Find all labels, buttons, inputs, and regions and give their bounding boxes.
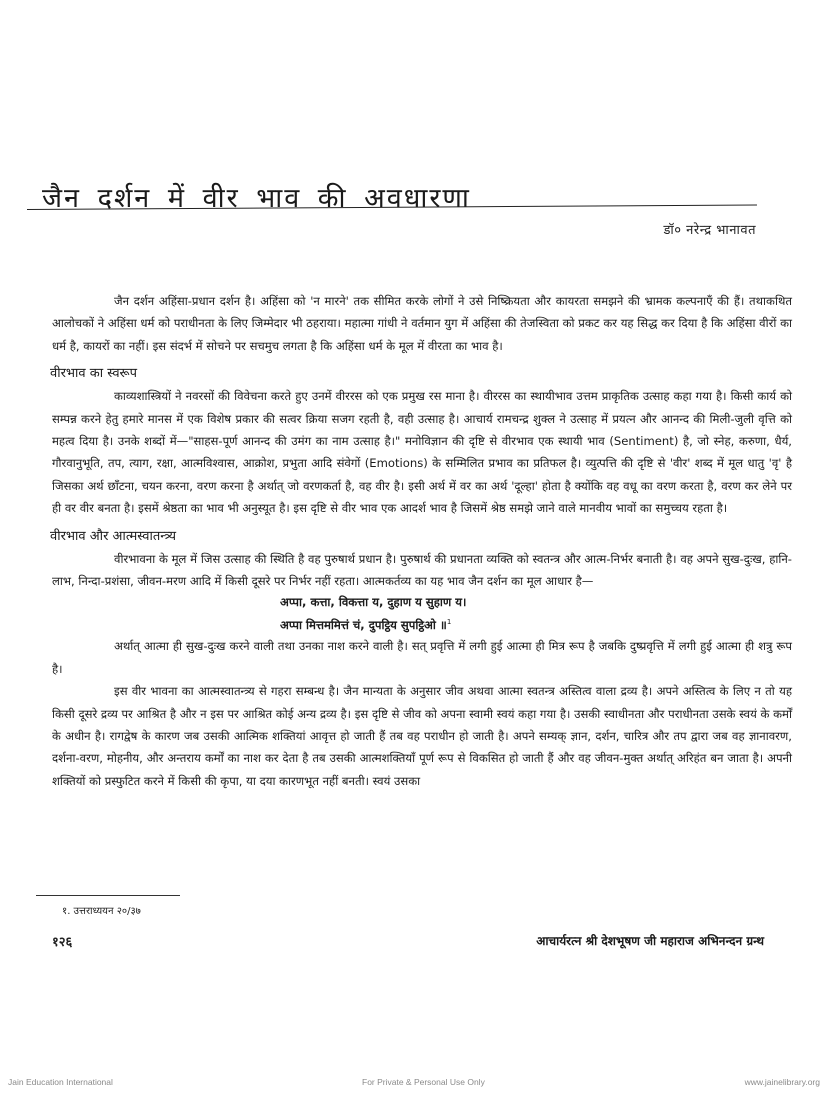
watermark-website-link[interactable]: www.jainelibrary.org (744, 1077, 820, 1087)
page-number: १२६ (52, 935, 73, 950)
intro-paragraph: जैन दर्शन अहिंसा-प्रधान दर्शन है। अहिंसा को 'न मारने' तक सीमित करके लोगों ने उसे निष्क्रियता और कायरता समझने की भ्रामक कल्पनाएँ की हैं। तथाकथित आलोचकों ने अहिंसा धर्म को पराधीनता के लिए जिम्मेदार भी ठहराया। महात्मा गांधी ने वर्तमान युग में अहिंसा की तेजस्विता को प्रकट कर यह सिद्ध कर दिया है कि अहिंसा वीरों का धर्म है, कायरों का नहीं। इस संदर्भ में सोचने पर सचमुच लगता है कि अहिंसा धर्म के मूल में वीरता का भाव है। (52, 294, 792, 353)
footnote-divider (36, 895, 180, 896)
section2-paragraph-1: वीरभावना के मूल में जिस उत्साह की स्थिति है वह पुरुषार्थ प्रधान है। पुरुषार्थ की प्रधानता व्यक्ति को स्वतन्त्र और आत्म-निर्भर बनाती है। वह अपने सुख-दुःख, हानि-लाभ, निन्दा-प्रशंसा, जीवन-मरण आदि में किसी दूसरे पर निर्भर नहीं रहता। आत्मकर्तव्य का यह भाव जैन दर्शन का मूल आधार है— (52, 551, 792, 589)
article-body (52, 290, 792, 792)
book-title: आचार्यरत्न श्री देशभूषण जी महाराज अभिनन्दन ग्रन्थ (536, 934, 764, 948)
verse-line-1: अप्पा, कत्ता, विकत्ता य, दुहाण य सुहाण य। (280, 595, 467, 610)
footnote-marker[interactable]: 1 (446, 618, 452, 627)
verse-line-2: अप्पा मित्तममित्तं चं, दुपट्ठिय सुपट्ठिओ ॥$^1$ (280, 618, 452, 633)
section-heading-veerbhav-swaroop: वीरभाव का स्वरूप (50, 366, 138, 382)
prakrit-verse (280, 592, 792, 635)
watermark-usage-note: For Private & Personal Use Only (362, 1077, 485, 1087)
section1-paragraph: काव्यशास्त्रियों ने नवरसों की विवेचना करते हुए उनमें वीररस को एक प्रमुख रस माना है। वीररस का स्थायीभाव उत्तम प्राकृतिक उत्साह कहा गया है। किसी कार्य को सम्पन्न करने हेतु हमारे मानस में एक विशेष प्रकार की सत्वर क्रिया सजग रहती है, वही उत्साह है। आचार्य रामचन्द्र शुक्ल ने उत्साह में प्रयत्न और आनन्द की मिली-जुली वृत्ति को महत्व दिया है। उनके शब्दों में—"साहस-पूर्ण आनन्द की उमंग का नाम उत्साह है।" मनोविज्ञान की दृष्टि से वीरभाव एक स्थायी भाव (Sentiment) है, जो स्नेह, करुणा, धैर्य, गौरवानुभूति, तप, त्याग, रक्षा, आत्मविश्वास, आक्रोश, प्रभुता आदि संवेगों (Emotions) के सम्मिलित प्रभाव का प्रतिफल है। व्युत्पत्ति की दृष्टि से 'वीर' शब्द में मूल धातु 'वृ' है जिसका अर्थ छाँटना, चयन करना, वरण करना है अर्थात् जो वरणकर्ता है, वह वीर है। इसी अर्थ में वर का अर्थ 'दूल्हा' होता है क्योंकि वह वधू का वरण करता है, वरण कर लेने पर ही वर वीर बनता है। इसमें श्रेष्ठता का भाव भी अनुस्यूत है। इस दृष्टि से वीर भाव एक आदर्श भाव है जिसमें श्रेष्ठ समझे जाने वाले मानवीय भावों का समुच्चय रहता है। (52, 389, 792, 516)
section2-paragraph-2: अर्थात् आत्मा ही सुख-दुःख करने वाली तथा उनका नाश करने वाली है। सत् प्रवृत्ति में लगी हुई आत्मा ही मित्र रूप है जबकि दुष्प्रवृत्ति में लगी हुई आत्मा ही शत्रु रूप है। (52, 639, 792, 676)
author-name: डॉ० नरेन्द्र भानावत (663, 223, 756, 238)
footnote: १. उत्तराध्ययन २०/३७ (62, 906, 141, 917)
section-heading-atmaswatantrya: वीरभाव और आत्मस्वातन्त्र्य (50, 528, 176, 544)
article-title: जैन दर्शन में वीर भाव की अवधारणा (42, 183, 471, 215)
watermark-publisher: Jain Education International (8, 1077, 113, 1087)
section2-paragraph-3: इस वीर भावना का आत्मस्वातन्त्र्य से गहरा सम्बन्ध है। जैन मान्यता के अनुसार जीव अथवा आत्मा स्वतन्त्र अस्तित्व वाला द्रव्य है। अपने अस्तित्व के लिए न तो यह किसी दूसरे द्रव्य पर आश्रित है और न इस पर आश्रित कोई अन्य द्रव्य है। इस दृष्टि से जीव को अपना स्वामी स्वयं कहा गया है। उसकी स्वाधीनता और पराधीनता उसके स्वयं के कर्मों के अधीन है। रागद्वेष के कारण जब उसकी आत्मिक शक्तियां आवृत्त हो जाती हैं तब वह पराधीन हो जाती है। अपने सम्यक् ज्ञान, दर्शन, चारित्र और तप द्वारा जब वह ज्ञानावरण, दर्शना-वरण, मोहनीय, और अन्तराय कर्मों का नाश कर देता है तब उसकी आत्मशक्तियाँ पूर्ण रूप से विकसित हो जाती हैं और वह जीवन-मुक्त अर्थात् अरिहंत बन जाता है। अपनी शक्तियों को प्रस्फुटित करने में किसी की कृपा, या दया कारणभूत नहीं बनती। स्वयं उसका (52, 684, 792, 788)
